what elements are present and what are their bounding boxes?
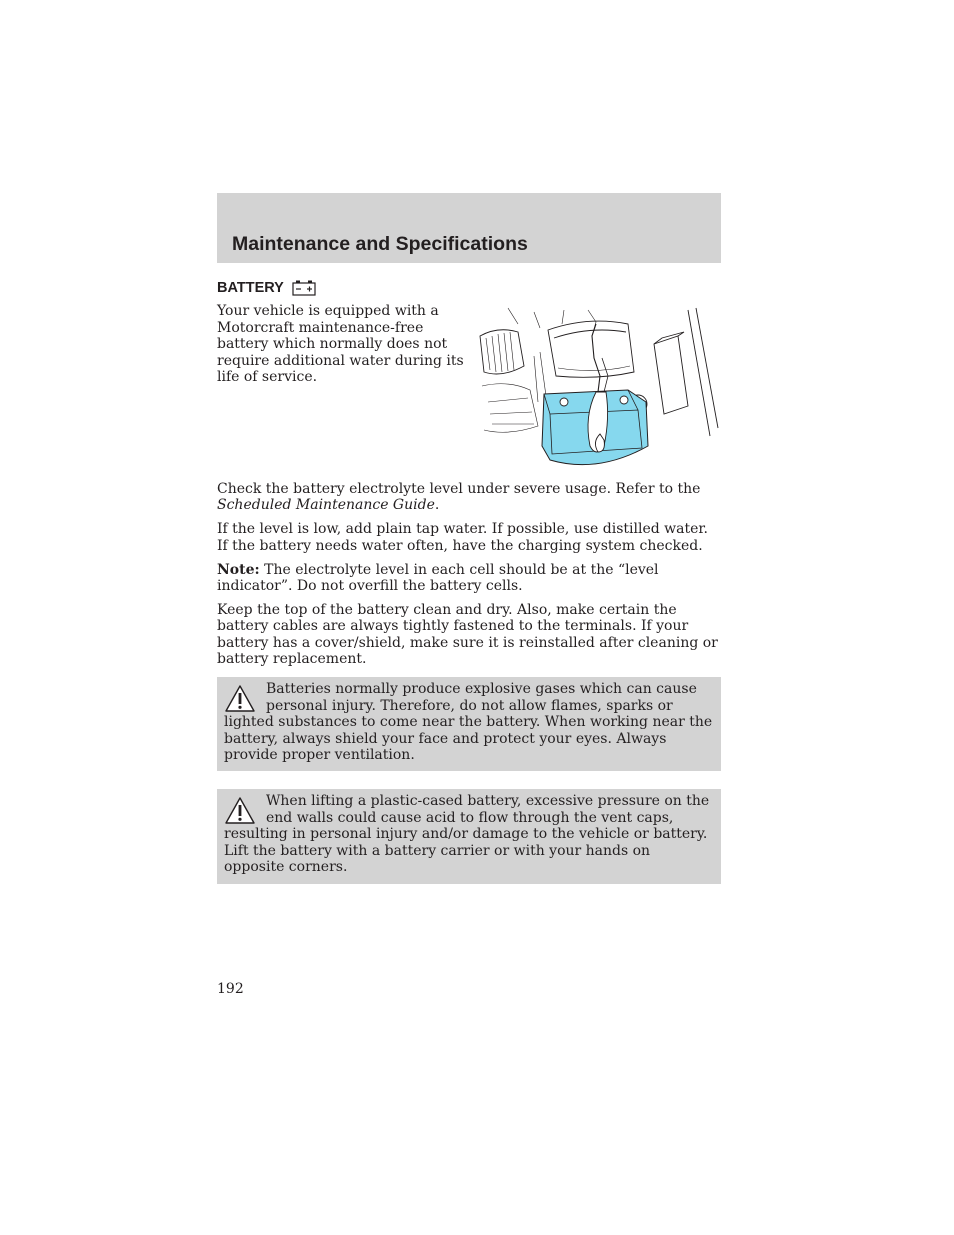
battery-heading: [217, 278, 317, 298]
scheduled-maintenance-guide-ref: Scheduled Maintenance Guide: [217, 497, 435, 514]
page-title: Maintenance and Specifications: [232, 233, 528, 255]
intro-paragraph: Your vehicle is equipped with a Motorcraft maintenance-free battery which normally does not require additional water during its life of service.: [217, 303, 464, 385]
section-header-band: [217, 193, 721, 263]
paragraph-check-level-end: .: [434, 497, 440, 514]
engine-compartment-battery-illustration: [478, 306, 722, 468]
note-paragraph: [217, 562, 721, 595]
paragraph-keep-clean: Keep the top of the battery clean and dry. Also, make certain the battery cables are always tightly fastened to the terminals. If your battery has a cover/shield, make sure it is reinstalled after cleaning or battery replacement.: [217, 601, 718, 668]
paragraph-check-level: [217, 481, 721, 514]
page-number: 192: [217, 981, 244, 997]
warning-triangle-icon: [224, 796, 256, 826]
battery-icon: [291, 279, 317, 297]
battery-heading-label: BATTERY: [217, 280, 284, 296]
note-label: Note:: [217, 561, 260, 578]
paragraph-add-water: If the level is low, add plain tap water. If possible, use distilled water. If the battery needs water often, have the charging system checked.: [217, 521, 708, 554]
note-text: The electrolyte level in each cell should be at the “level indicator”. Do not overfill the battery cells.: [217, 561, 659, 595]
warning-box-explosive-gases: [217, 677, 721, 771]
paragraph-check-level-text: Check the battery electrolyte level under severe usage. Refer to the: [217, 481, 701, 497]
warning-text: When lifting a plastic-cased battery, excessive pressure on the end walls could cause acid to flow through the vent caps, resulting in personal injury and/or damage to the vehicle or battery. Lift the battery with a battery carrier or with your hands on opposite corners.: [224, 793, 710, 875]
warning-box-lifting-battery: [217, 789, 721, 884]
warning-triangle-icon: [224, 684, 256, 714]
body-text: [217, 481, 721, 675]
warning-text: Batteries normally produce explosive gases which can cause personal injury. Therefore, do not allow flames, sparks or lighted substances to come near the battery. When working near the battery, always shield your face and protect your eyes. Always provide proper ventilation.: [224, 681, 713, 763]
